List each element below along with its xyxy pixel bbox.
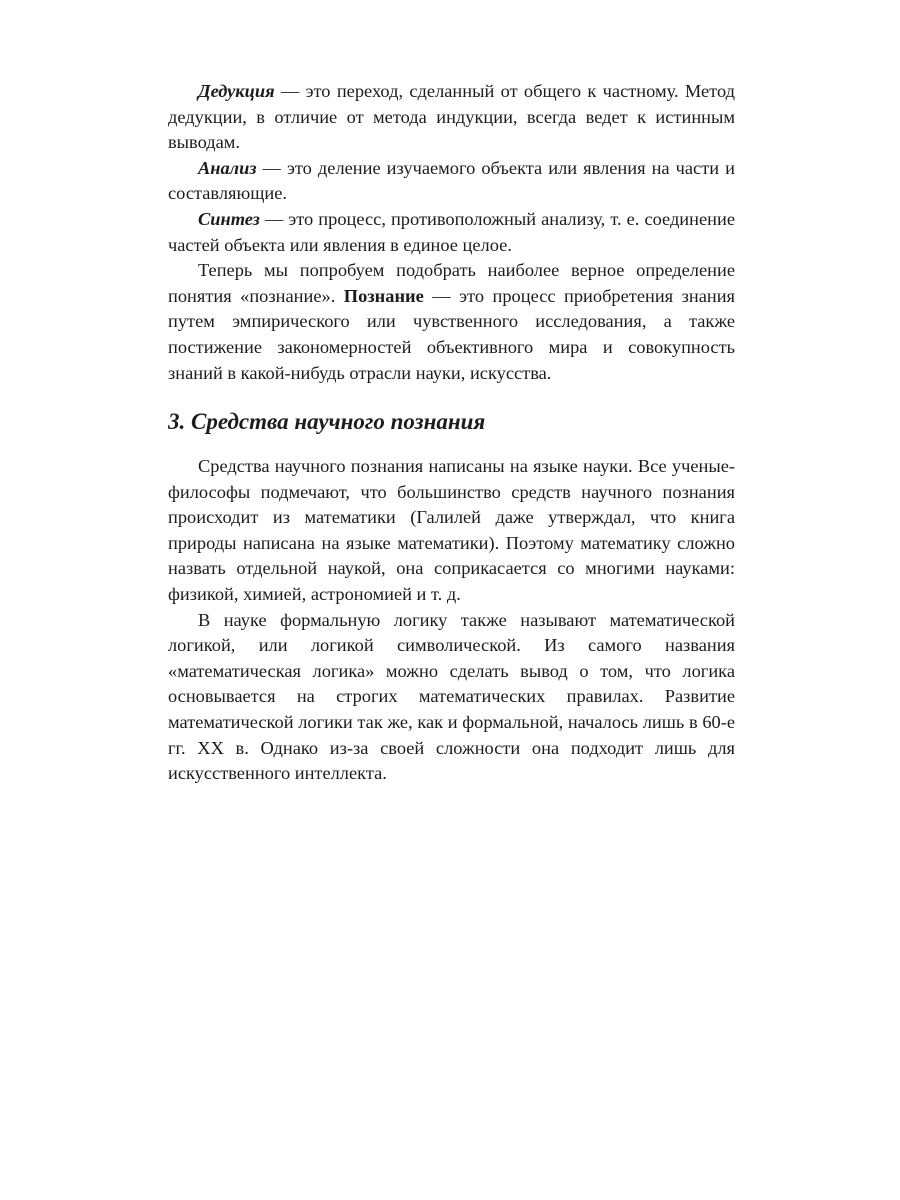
- section-heading: 3. Средства научного познания: [168, 409, 486, 434]
- paragraph-deduction: [168, 79, 735, 156]
- paragraph-cognition: [168, 258, 735, 386]
- section-paragraph: В науке формальную логику также называют математической логикой, или логикой символической. Из самого названия «математическая логика» можно сделать вывод о том, что логика основывается на строгих математических правилах. Развитие математической логики так же, как и формальной, началось лишь в 60-е гг. XX в. Однако из-за своей сложности она подходит лишь для искусственного интеллекта.: [168, 609, 735, 784]
- cognition-intro: Теперь мы попробуем подобрать наиболее верное определение понятия «познание».: [168, 260, 735, 306]
- term-cognition: Познание: [343, 285, 424, 306]
- paragraph-synthesis: [168, 207, 735, 258]
- definitions-block: [168, 79, 735, 386]
- section-body: [168, 454, 735, 787]
- definition-cognition: — это процесс приобретения знания путем эмпирического или чувственного исследования, а также постижение закономерностей объективного мира и совокупность знаний в какой-нибудь отрасли науки, искусства.: [168, 285, 736, 383]
- definition-synthesis: — это процесс, противоположный анализу, т. е. соединение частей объекта или явления в единое целое.: [168, 208, 735, 255]
- term-synthesis: Синтез: [198, 208, 260, 229]
- definition-analysis: — это деление изучаемого объекта или явления на части и составляющие.: [168, 157, 735, 204]
- paragraph-analysis: [168, 156, 735, 207]
- section-paragraph: Средства научного познания написаны на языке науки. Все ученые-философы подмечают, что большинство средств научного познания происходит из математики (Галилей даже утверждал, что книга природы написана на языке математики). Поэтому математику сложно назвать отдельной наукой, она соприкасается со многими науками: физикой, химией, астрономией и т. д.: [168, 456, 735, 604]
- term-analysis: Анализ: [198, 157, 257, 178]
- definition-deduction: — это переход, сделанный от общего к частному. Метод дедукции, в отличие от метода индукции, всегда ведет к истинным выводам.: [168, 81, 735, 153]
- term-deduction: Дедукция: [198, 81, 275, 101]
